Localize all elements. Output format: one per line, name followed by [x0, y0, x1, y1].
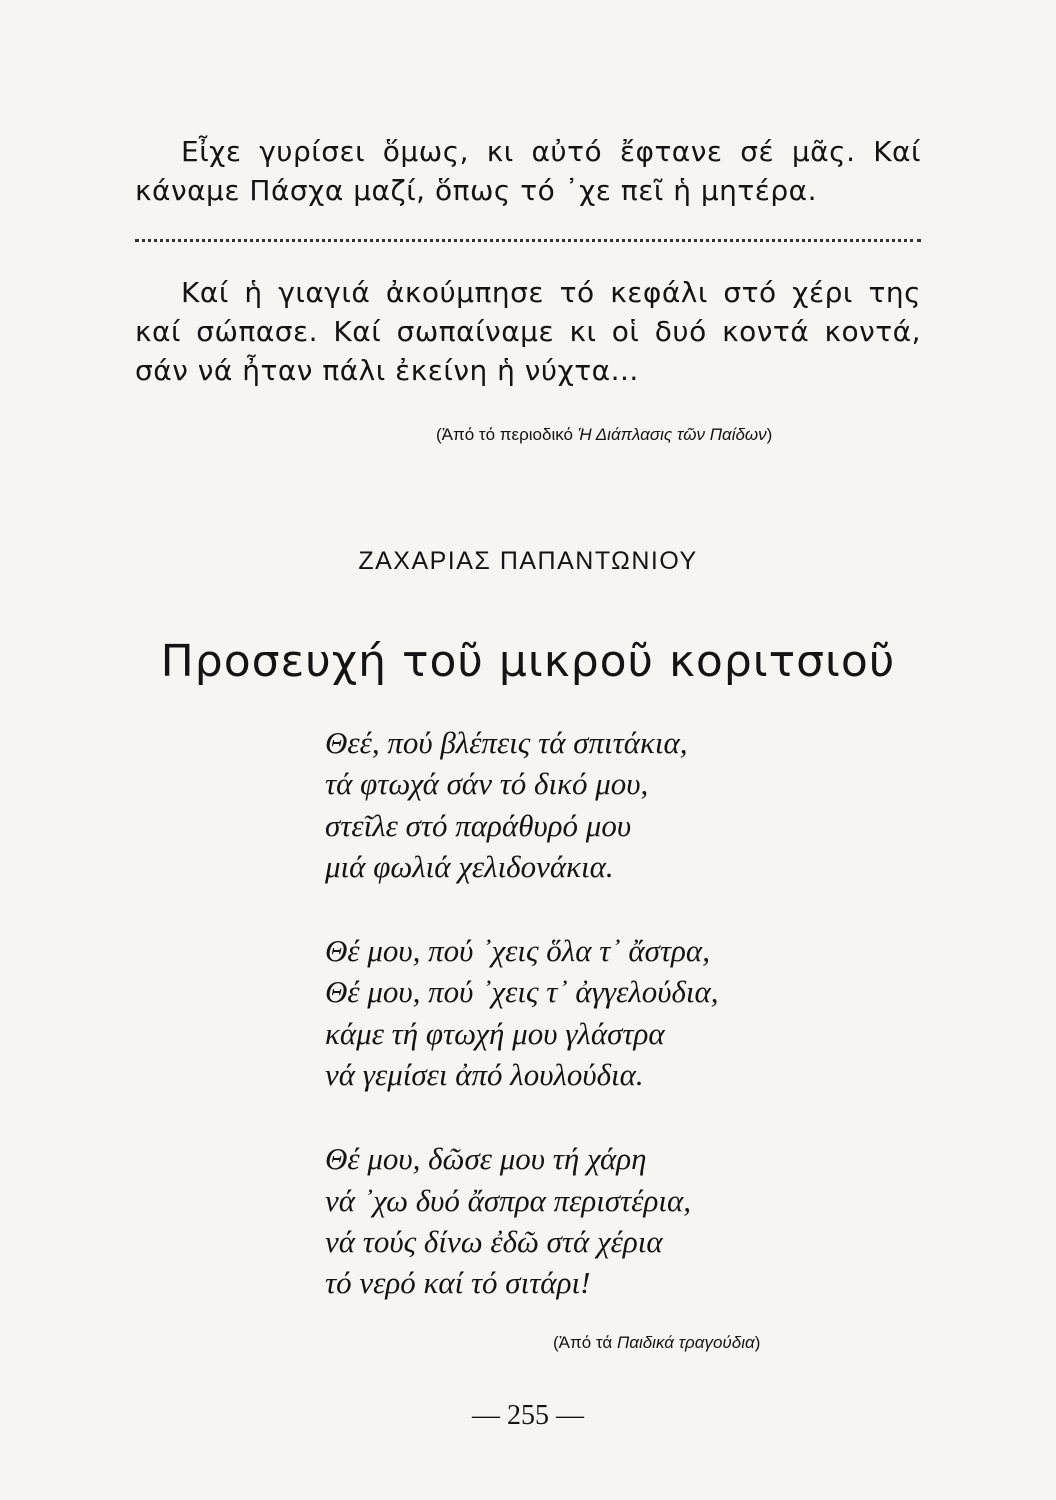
citation-prefix: (Ἀπό τό περιοδικό: [436, 425, 578, 444]
author-name: ΖΑΧΑΡΙΑΣ ΠΑΠΑΝΤΩΝΙΟΥ: [358, 547, 698, 575]
verse-line: Θεέ, πού βλέπεις τά σπιτάκια,: [325, 725, 688, 760]
citation-suffix: ): [754, 1333, 761, 1352]
verse-line: Θέ μου, δῶσε μου τή χάρη: [325, 1141, 647, 1177]
prose-paragraph-1: [135, 132, 921, 210]
verse-line: κάμε τή φτωχή μου γλάστρα: [325, 1015, 665, 1051]
stanza-1: [325, 722, 945, 887]
citation-prefix: (Ἀπό τά: [553, 1333, 617, 1352]
verse-line: Θέ μου, πού ᾽χεις τ᾽ ἀγγελούδια,: [325, 974, 719, 1010]
ellipsis-divider: [135, 239, 921, 242]
stanza-2: [325, 930, 945, 1095]
citation-title: Παιδικά τραγούδια: [616, 1333, 755, 1352]
source-citation-1: [436, 425, 772, 445]
verse-line: νά ᾽χω δυό ἄσπρα περιστέρια,: [325, 1182, 691, 1218]
verse-line: νά γεμίσει ἀπό λουλούδια.: [325, 1057, 644, 1093]
verse-line: στεῖλε στό παράθυρό μου: [325, 807, 632, 843]
verse-line: νά τούς δίνω ἐδῶ στά χέρια: [325, 1223, 663, 1259]
prose-paragraph-2: [135, 273, 921, 390]
verse-line: τά φτωχά σάν τό δικό μου,: [325, 766, 649, 802]
source-citation-2: [553, 1333, 760, 1353]
page-number: — 255 —: [472, 1400, 584, 1431]
paragraph-text: Εἶχε γυρίσει ὅμως, κι αὐτό ἔφτανε σέ μᾶς. Καί κάναμε Πάσχα μαζί, ὅπως τό ᾽χε πεῖ ἡ μητέρα.: [135, 135, 921, 207]
poem-title: Προσευχή τοῦ μικροῦ κοριτσιοῦ: [160, 636, 896, 687]
citation-suffix: ): [766, 425, 773, 444]
verse-line: Θέ μου, πού ᾽χεις ὅλα τ᾽ ἄστρα,: [325, 933, 710, 969]
citation-title: Ἡ Διάπλασις τῶν Παίδων: [577, 425, 767, 444]
verse-line: τό νερό καί τό σιτάρι!: [325, 1265, 591, 1301]
stanza-3: [325, 1138, 945, 1303]
poem: [325, 722, 945, 1347]
paragraph-text: Καί ἡ γιαγιά ἀκούμπησε τό κεφάλι στό χέρι της καί σώπασε. Καί σωπαίναμε κι οἱ δυό κοντά κοντά, σάν νά ἦταν πάλι ἐκείνη ἡ νύχτα...: [135, 276, 921, 387]
verse-line: μιά φωλιά χελιδονάκια.: [325, 848, 614, 884]
